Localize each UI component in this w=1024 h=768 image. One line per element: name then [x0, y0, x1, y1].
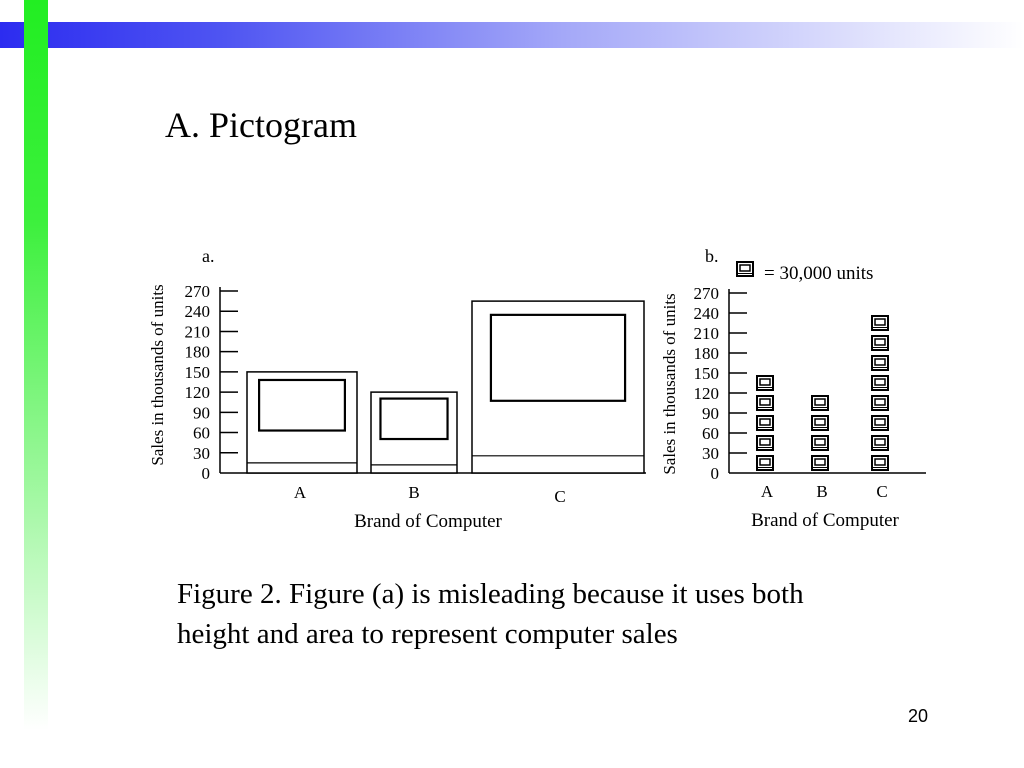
monitor-bar-C: [472, 301, 644, 473]
y-tick-label: 120: [693, 384, 719, 403]
y-tick-label: 120: [184, 383, 210, 403]
y-tick-label: 60: [702, 424, 719, 443]
monitor-bar-B: [371, 392, 457, 473]
panel-label: a.: [202, 246, 215, 266]
y-tick-label: 270: [693, 284, 719, 303]
chart-a: [148, 246, 646, 532]
y-tick-label: 180: [693, 344, 719, 363]
computer-icon: [812, 396, 828, 410]
computer-icon: [757, 456, 773, 470]
y-tick-label: 180: [184, 342, 210, 362]
figure-caption: [177, 574, 937, 654]
x-tick-label: B: [816, 482, 828, 501]
y-tick-label: 30: [702, 444, 719, 463]
monitor-bar-body: [247, 372, 357, 473]
computer-icon: [872, 376, 888, 390]
computer-icon: [812, 456, 828, 470]
computer-icon: [812, 416, 828, 430]
computer-icon: [872, 436, 888, 450]
computer-icon: [757, 376, 773, 390]
x-tick-label: B: [408, 483, 420, 502]
y-tick-label: 0: [710, 464, 719, 483]
y-tick-label: 240: [693, 304, 719, 323]
y-tick-label: 90: [193, 403, 210, 423]
y-axis-label: Sales in thousands of units: [148, 284, 167, 466]
y-tick-label: 210: [693, 324, 719, 343]
x-tick-label: C: [554, 487, 566, 506]
monitor-bar-body: [371, 392, 457, 473]
y-tick-label: 150: [184, 362, 210, 382]
panel-label: b.: [705, 246, 719, 266]
computer-icon: [757, 396, 773, 410]
legend-computer-icon: [737, 262, 753, 276]
computer-icon: [872, 336, 888, 350]
monitor-bar-body: [472, 301, 644, 473]
chart-b: [660, 246, 926, 531]
x-tick-label: A: [760, 482, 774, 501]
legend-text: = 30,000 units: [764, 263, 874, 284]
y-tick-label: 240: [184, 302, 210, 322]
monitor-bar-A: [247, 372, 357, 473]
computer-icon: [872, 396, 888, 410]
y-tick-label: 210: [184, 322, 210, 342]
icon-column-A: [757, 376, 773, 470]
x-axis-label: Brand of Computer: [751, 510, 899, 531]
y-axis-label: Sales in thousands of units: [660, 293, 679, 475]
slide-title: A. Pictogram: [165, 105, 357, 145]
x-axis-label: Brand of Computer: [354, 511, 502, 532]
caption-line-2: height and area to represent computer sales: [177, 618, 678, 650]
computer-icon: [812, 436, 828, 450]
computer-icon: [757, 436, 773, 450]
page-number: 20: [908, 706, 929, 726]
computer-icon: [872, 456, 888, 470]
y-tick-label: 270: [184, 282, 210, 301]
computer-icon-partial: [872, 296, 888, 310]
y-tick-label: 30: [193, 443, 210, 463]
computer-icon: [872, 316, 888, 330]
caption-line-1: Figure 2. Figure (a) is misleading because it uses both: [177, 578, 804, 610]
x-tick-label: C: [876, 482, 888, 501]
computer-icon: [872, 416, 888, 430]
y-tick-label: 0: [201, 464, 210, 483]
icon-column-C: [872, 296, 888, 470]
y-tick-label: 150: [693, 364, 719, 383]
x-tick-label: A: [293, 483, 307, 502]
y-tick-label: 90: [702, 404, 719, 423]
computer-icon: [757, 416, 773, 430]
computer-icon: [872, 356, 888, 370]
y-tick-label: 60: [193, 423, 210, 443]
icon-column-B: [812, 396, 828, 470]
